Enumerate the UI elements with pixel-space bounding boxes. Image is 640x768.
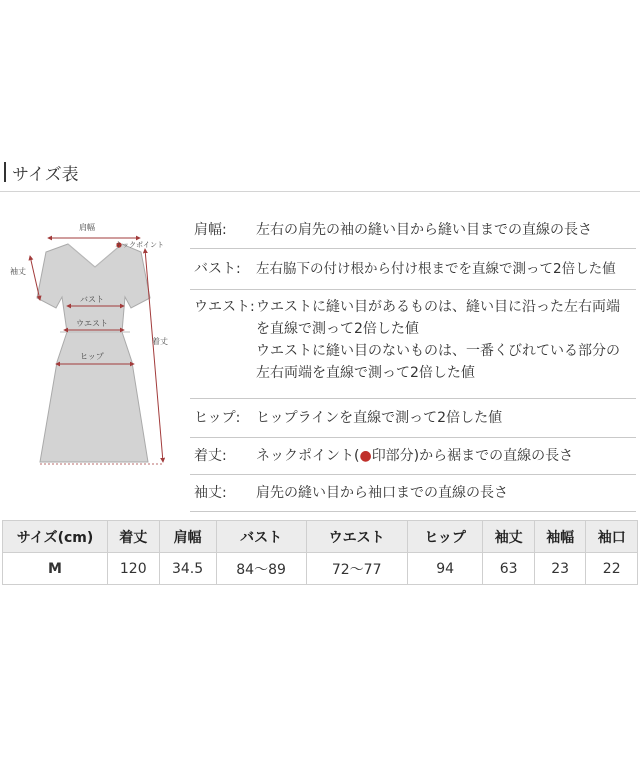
table-header-cell: ウエスト <box>306 521 407 553</box>
size-table <box>2 520 638 585</box>
length-arrow <box>145 249 163 462</box>
def-desc-pre: ネックポイント( <box>256 448 360 464</box>
waist-label: ウエスト <box>76 319 108 328</box>
table-cell: 23 <box>534 553 586 585</box>
sleeve-label: 袖丈 <box>10 267 26 276</box>
section-header <box>4 160 79 184</box>
hip-label: ヒップ <box>80 352 104 361</box>
def-term: バスト: <box>194 261 241 277</box>
neck-point-label: ネックポイント <box>115 241 164 249</box>
def-desc-block <box>256 290 636 398</box>
def-term: 着丈: <box>194 448 227 464</box>
def-desc: ヒップラインを直線で測って2倍した値 <box>256 410 503 426</box>
def-desc <box>256 438 636 474</box>
def-term: ウエスト: <box>194 299 255 315</box>
def-desc-line: 左右両端を直線で測って2倍した値 <box>256 365 475 381</box>
def-waist <box>190 290 636 399</box>
table-header-cell: バスト <box>216 521 306 553</box>
def-desc-line: ウエストに縫い目があるものは、縫い目に沿った左右両端 <box>256 299 620 315</box>
def-term: 袖丈: <box>194 485 227 501</box>
table-cell: 94 <box>407 553 483 585</box>
table-cell: 34.5 <box>159 553 216 585</box>
table-header-cell: 肩幅 <box>159 521 216 553</box>
def-bust <box>190 249 636 290</box>
def-length <box>190 438 636 475</box>
def-sleeve <box>190 475 636 512</box>
table-cell: M <box>3 553 108 585</box>
table-cell: 63 <box>483 553 535 585</box>
def-desc: 左右の肩先の袖の縫い目から縫い目までの直線の長さ <box>256 222 592 238</box>
table-cell: 72〜77 <box>306 553 407 585</box>
table-header-row <box>3 521 638 553</box>
shoulder-label: 肩幅 <box>79 223 95 232</box>
def-term: 肩幅: <box>194 222 227 238</box>
red-dot-icon: ● <box>359 448 372 464</box>
def-shoulder <box>190 212 636 249</box>
table-header-cell: 着丈 <box>108 521 160 553</box>
title-accent-bar <box>4 162 6 182</box>
table-row <box>3 553 638 585</box>
measurement-definitions <box>190 212 636 512</box>
table-cell: 22 <box>586 553 638 585</box>
def-hip <box>190 399 636 438</box>
table-header-cell: 袖口 <box>586 521 638 553</box>
def-term: ヒップ: <box>194 410 241 426</box>
table-header-cell: ヒップ <box>407 521 483 553</box>
table-header-cell: 袖幅 <box>534 521 586 553</box>
def-desc: 左右脇下の付け根から付け根までを直線で測って2倍した値 <box>256 261 616 277</box>
section-title: サイズ表 <box>12 164 79 185</box>
table-cell: 120 <box>108 553 160 585</box>
bust-label: バスト <box>80 295 104 304</box>
title-divider <box>0 191 640 192</box>
def-desc-post: 印部分)から裾までの直線の長さ <box>371 448 574 464</box>
table-header-cell: 袖丈 <box>483 521 535 553</box>
table-header-cell: サイズ(cm) <box>3 521 108 553</box>
table-cell: 84〜89 <box>216 553 306 585</box>
garment-diagram <box>0 212 190 482</box>
def-desc-line: を直線で測って2倍した値 <box>256 321 419 337</box>
length-label: 着丈 <box>152 337 168 346</box>
def-desc: 肩先の縫い目から袖口までの直線の長さ <box>256 485 508 501</box>
def-desc-line: ウエストに縫い目のないものは、一番くびれている部分の <box>256 343 620 359</box>
sleeve-arrow <box>30 256 40 300</box>
